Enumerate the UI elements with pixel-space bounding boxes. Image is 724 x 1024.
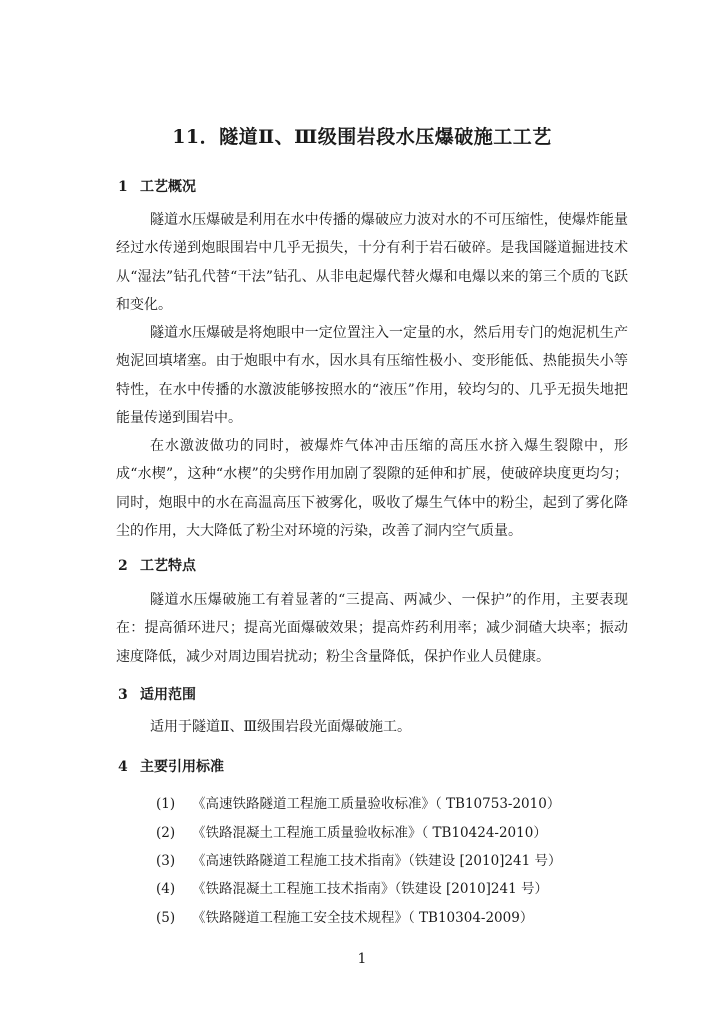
reference-item: [156, 877, 548, 897]
section-number: 2: [118, 558, 128, 574]
reference-text: 《铁路混凝土工程施工技术指南》（铁建设 [2010]241 号）: [192, 881, 548, 897]
reference-item: [156, 821, 547, 841]
section-number: 1: [118, 179, 128, 195]
paragraph: 适用于隧道Ⅱ、Ⅲ级围岩段光面爆破施工。: [150, 719, 412, 735]
section-title: 工艺特点: [140, 558, 196, 574]
reference-text: 《铁路隧道工程施工安全技术规程》（ TB10304-2009）: [192, 910, 534, 926]
reference-number: (1): [156, 796, 176, 812]
reference-number: (2): [156, 825, 176, 841]
reference-item: [156, 849, 562, 869]
section-title: 适用范围: [140, 687, 196, 703]
section-heading-2: [118, 555, 196, 575]
reference-number: (5): [156, 910, 176, 926]
reference-text: 《铁路混凝土工程施工质量验收标准》（ TB10424-2010）: [192, 825, 547, 841]
paragraph: 在水激波做功的同时，被爆炸气体冲击压缩的高压水挤入爆生裂隙中，形成“水楔”，这种“水楔”的尖劈作用加剧了裂隙的延伸和扩展，使破碎块度更均匀；同时，炮眼中的水在高温高压下被雾化，吸收了爆生气体中的粉尘，起到了雾化降尘的作用，大大降低了粉尘对环境的污染，改善了洞内空气质量。: [116, 438, 628, 540]
section-heading-1: [118, 176, 196, 196]
section-title: 主要引用标准: [140, 759, 224, 775]
reference-number: (4): [156, 881, 176, 897]
reference-text: 《高速铁路隧道工程施工质量验收标准》（ TB10753-2010）: [192, 796, 561, 812]
reference-text: 《高速铁路隧道工程施工技术指南》（铁建设 [2010]241 号）: [192, 853, 562, 869]
section-number: 3: [118, 687, 128, 703]
section-heading-4: [118, 756, 224, 776]
section-title: 工艺概况: [140, 179, 196, 195]
reference-item: [156, 906, 533, 926]
paragraph: 隧道水压爆破施工有着显著的“三提高、两减少、一保护”的作用，主要表现在：提高循环进尺；提高光面爆破效果；提高炸药利用率；减少洞碴大块率；振动速度降低，减少对周边围岩扰动；粉尘含量降低，保护作业人员健康。: [116, 592, 628, 665]
reference-number: (3): [156, 853, 176, 869]
paragraph: 隧道水压爆破是将炮眼中一定位置注入一定量的水，然后用专门的炮泥机生产炮泥回填堵塞。由于炮眼中有水，因水具有压缩性极小、变形能低、热能损失小等特性，在水中传播的水激波能够按照水的“液压”作用，较均匀的、几乎无损失地把能量传递到围岩中。: [116, 325, 628, 427]
section-number: 4: [118, 759, 128, 775]
reference-item: [156, 792, 560, 812]
page-number: 1: [357, 951, 367, 967]
page-title: 11．隧道Ⅱ、Ⅲ级围岩段水压爆破施工工艺: [172, 126, 552, 148]
section-heading-3: [118, 684, 196, 704]
paragraph: 隧道水压爆破是利用在水中传播的爆破应力波对水的不可压缩性，使爆炸能量经过水传递到炮眼围岩中几乎无损失，十分有利于岩石破碎。是我国隧道掘进技术从“湿法”钻孔代替“干法”钻孔、从非电起爆代替火爆和电爆以来的第三个质的飞跃和变化。: [116, 212, 628, 314]
